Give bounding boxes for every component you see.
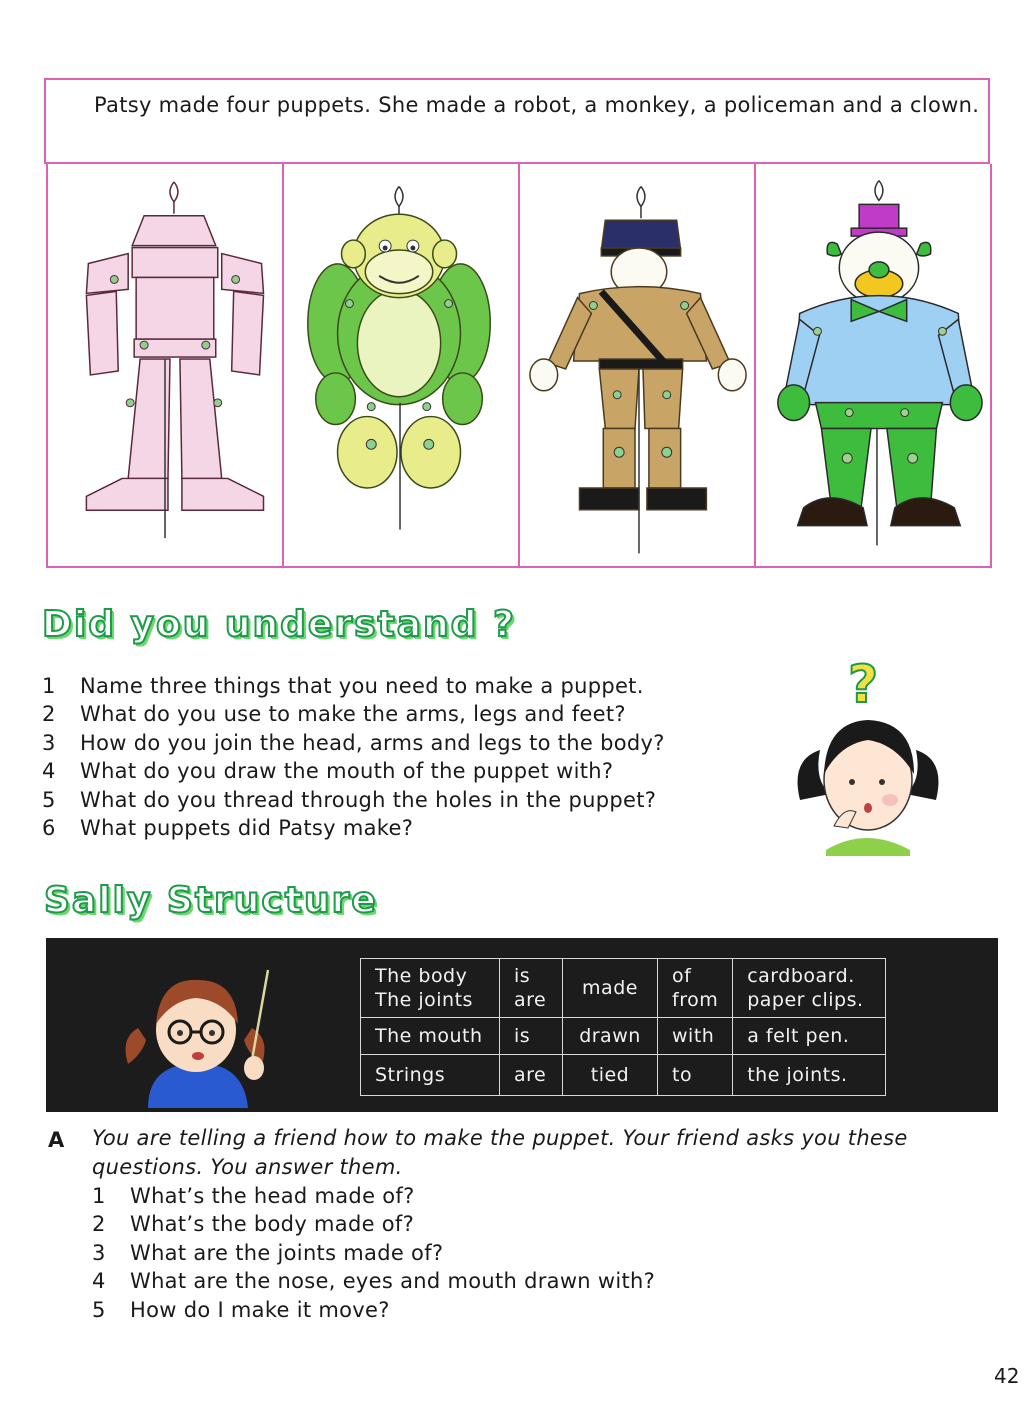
sally-teacher-illustration	[118, 968, 288, 1108]
thinking-girl-illustration	[790, 650, 946, 856]
puppet-illustrations	[46, 164, 992, 568]
exercise-question-list	[92, 1182, 792, 1324]
policeman-puppet-illustration	[520, 164, 754, 566]
svg-text:?: ?	[848, 655, 879, 715]
exercise-letter: A	[48, 1128, 65, 1152]
table-cell: are	[500, 1055, 563, 1096]
intro-text-box	[44, 78, 990, 164]
list-item: 5 How do I make it move?	[92, 1297, 390, 1322]
monkey-puppet-panel	[284, 164, 520, 566]
table-row	[361, 1018, 886, 1055]
list-item: 3 How do you join the head, arms and legs to the body?	[42, 730, 665, 755]
understand-question-list	[42, 672, 762, 842]
table-cell: to	[658, 1055, 733, 1096]
did-you-understand-heading: Did you understand ?	[42, 604, 516, 645]
list-item: 2 What’s the body made of?	[92, 1212, 415, 1237]
page-number: 42	[994, 1364, 1020, 1388]
list-item: 5 What do you thread through the holes in the puppet?	[42, 787, 657, 812]
table-cell: Strings	[361, 1055, 500, 1096]
robot-puppet-illustration	[48, 164, 282, 566]
table-cell: the joints.	[733, 1055, 886, 1096]
list-item: 4 What do you draw the mouth of the puppet with?	[42, 759, 614, 784]
list-item: 1 Name three things that you need to make a puppet.	[42, 674, 644, 698]
list-item: 1 What’s the head made of?	[92, 1184, 415, 1208]
list-item: 4 What are the nose, eyes and mouth drawn with?	[92, 1269, 656, 1294]
table-cell: drawn	[563, 1018, 658, 1055]
sally-structure-heading: Sally Structure	[44, 880, 378, 921]
table-cell: with	[658, 1018, 733, 1055]
table-cell: a felt pen.	[733, 1018, 886, 1055]
table-cell: of from	[658, 959, 733, 1018]
table-cell: cardboard. paper clips.	[733, 959, 886, 1018]
table-cell: is are	[500, 959, 563, 1018]
table-row	[361, 959, 886, 1018]
table-cell: tied	[563, 1055, 658, 1096]
table-cell: made	[563, 959, 658, 1018]
table-cell: The body The joints	[361, 959, 500, 1018]
table-row	[361, 1055, 886, 1096]
structure-table	[360, 958, 886, 1096]
monkey-puppet-illustration	[284, 164, 518, 566]
policeman-puppet-panel	[520, 164, 756, 566]
exercise-instruction: You are telling a friend how to make the puppet. Your friend asks you these questions. You answer them.	[92, 1126, 908, 1179]
robot-puppet-panel	[48, 164, 284, 566]
clown-puppet-panel	[756, 164, 990, 566]
list-item: 2 What do you use to make the arms, legs and feet?	[42, 702, 626, 727]
list-item: 3 What are the joints made of?	[92, 1240, 444, 1265]
intro-text: Patsy made four puppets. She made a robot, a monkey, a policeman and a clown.	[94, 93, 980, 117]
sally-structure-panel	[46, 938, 998, 1112]
clown-puppet-illustration	[756, 164, 990, 566]
table-cell: is	[500, 1018, 563, 1055]
table-cell: The mouth	[361, 1018, 500, 1055]
list-item: 6 What puppets did Patsy make?	[42, 815, 414, 840]
